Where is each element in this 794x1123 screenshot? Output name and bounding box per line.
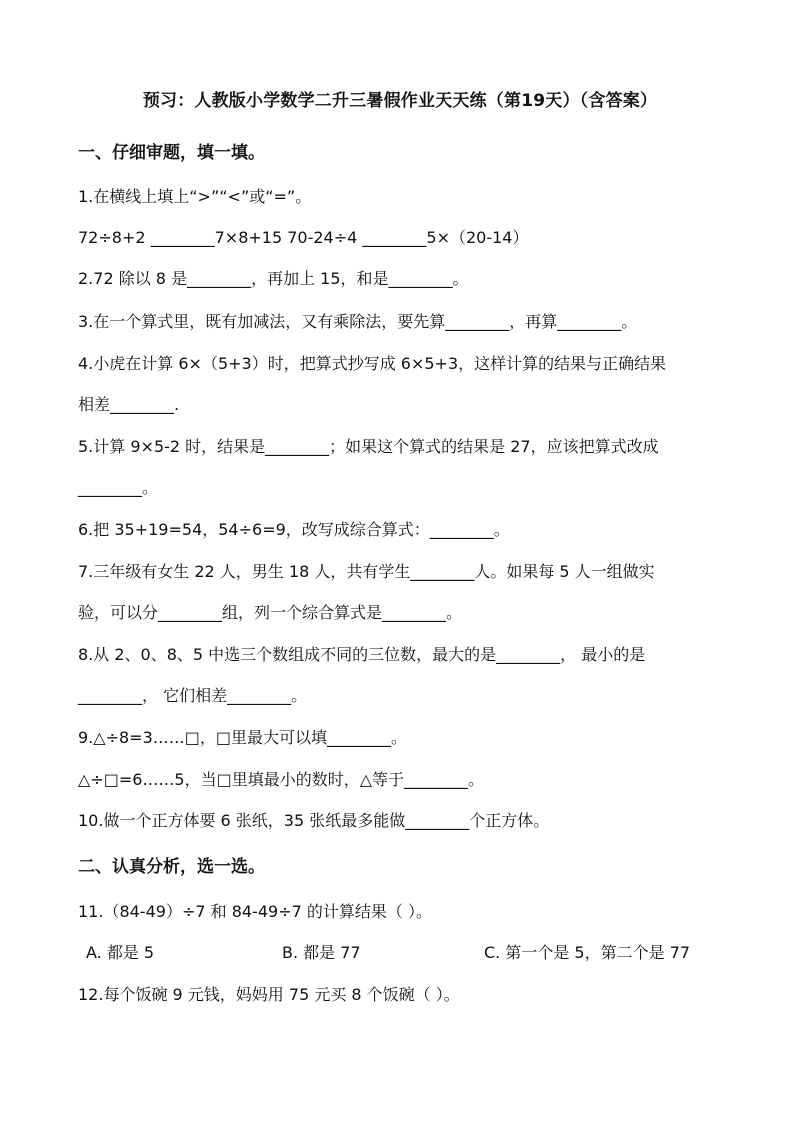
question-11-option-a: A. 都是 5 [86, 943, 155, 962]
question-6: 6.把 35+19=54，54÷6=9，改写成综合算式：________。 [78, 520, 510, 539]
section-heading-fill-in: 一、仔细审题，填一填。 [78, 143, 265, 163]
question-7-line-2: 验，可以分________组，列一个综合算式是________。 [78, 603, 463, 622]
question-2: 2.72 除以 8 是________，再加上 15，和是________。 [78, 269, 469, 288]
question-1-instruction: 1.在横线上填上“>”“<”或“=”。 [78, 187, 312, 206]
question-8-line-1: 8.从 2、0、8、5 中选三个数组成不同的三位数，最大的是________， 最小的是 [78, 645, 646, 664]
question-11-stem: 11.（84-49）÷7 和 84-49÷7 的计算结果（ ）。 [78, 902, 432, 921]
question-9-line-2: △÷□=6……5，当□里填最小的数时，△等于________。 [78, 770, 485, 789]
question-5-line-1: 5.计算 9×5-2 时，结果是________；如果这个算式的结果是 27，应该把算式改成 [78, 437, 659, 456]
question-5-line-2: ________。 [78, 478, 159, 497]
worksheet-title: 预习：人教版小学数学二升三暑假作业天天练（第19天）（含答案） [142, 91, 658, 111]
question-7-line-1: 7.三年级有女生 22 人，男生 18 人，共有学生________人。如果每 5 人一组做实 [78, 562, 655, 581]
question-11-option-b: B. 都是 77 [282, 943, 361, 962]
question-4-line-2: 相差________. [78, 395, 180, 414]
question-1-items: 72÷8+2 ________7×8+15 70-24÷4 ________5×（20-14） [78, 228, 529, 247]
section-heading-multiple-choice: 二、认真分析，选一选。 [78, 857, 265, 877]
question-3: 3.在一个算式里，既有加减法，又有乘除法，要先算________，再算________。 [78, 312, 638, 331]
question-10: 10.做一个正方体要 6 张纸，35 张纸最多能做________个正方体。 [78, 811, 550, 830]
question-12-stem: 12.每个饭碗 9 元钱，妈妈用 75 元买 8 个饭碗（ ）。 [78, 985, 460, 1004]
question-4-line-1: 4.小虎在计算 6×（5+3）时，把算式抄写成 6×5+3，这样计算的结果与正确结果 [78, 354, 667, 373]
question-9-line-1: 9.△÷8=3……□，□里最大可以填________。 [78, 728, 407, 747]
question-11-option-c: C. 第一个是 5，第二个是 77 [484, 943, 691, 962]
question-8-line-2: ________， 它们相差________。 [78, 686, 308, 705]
